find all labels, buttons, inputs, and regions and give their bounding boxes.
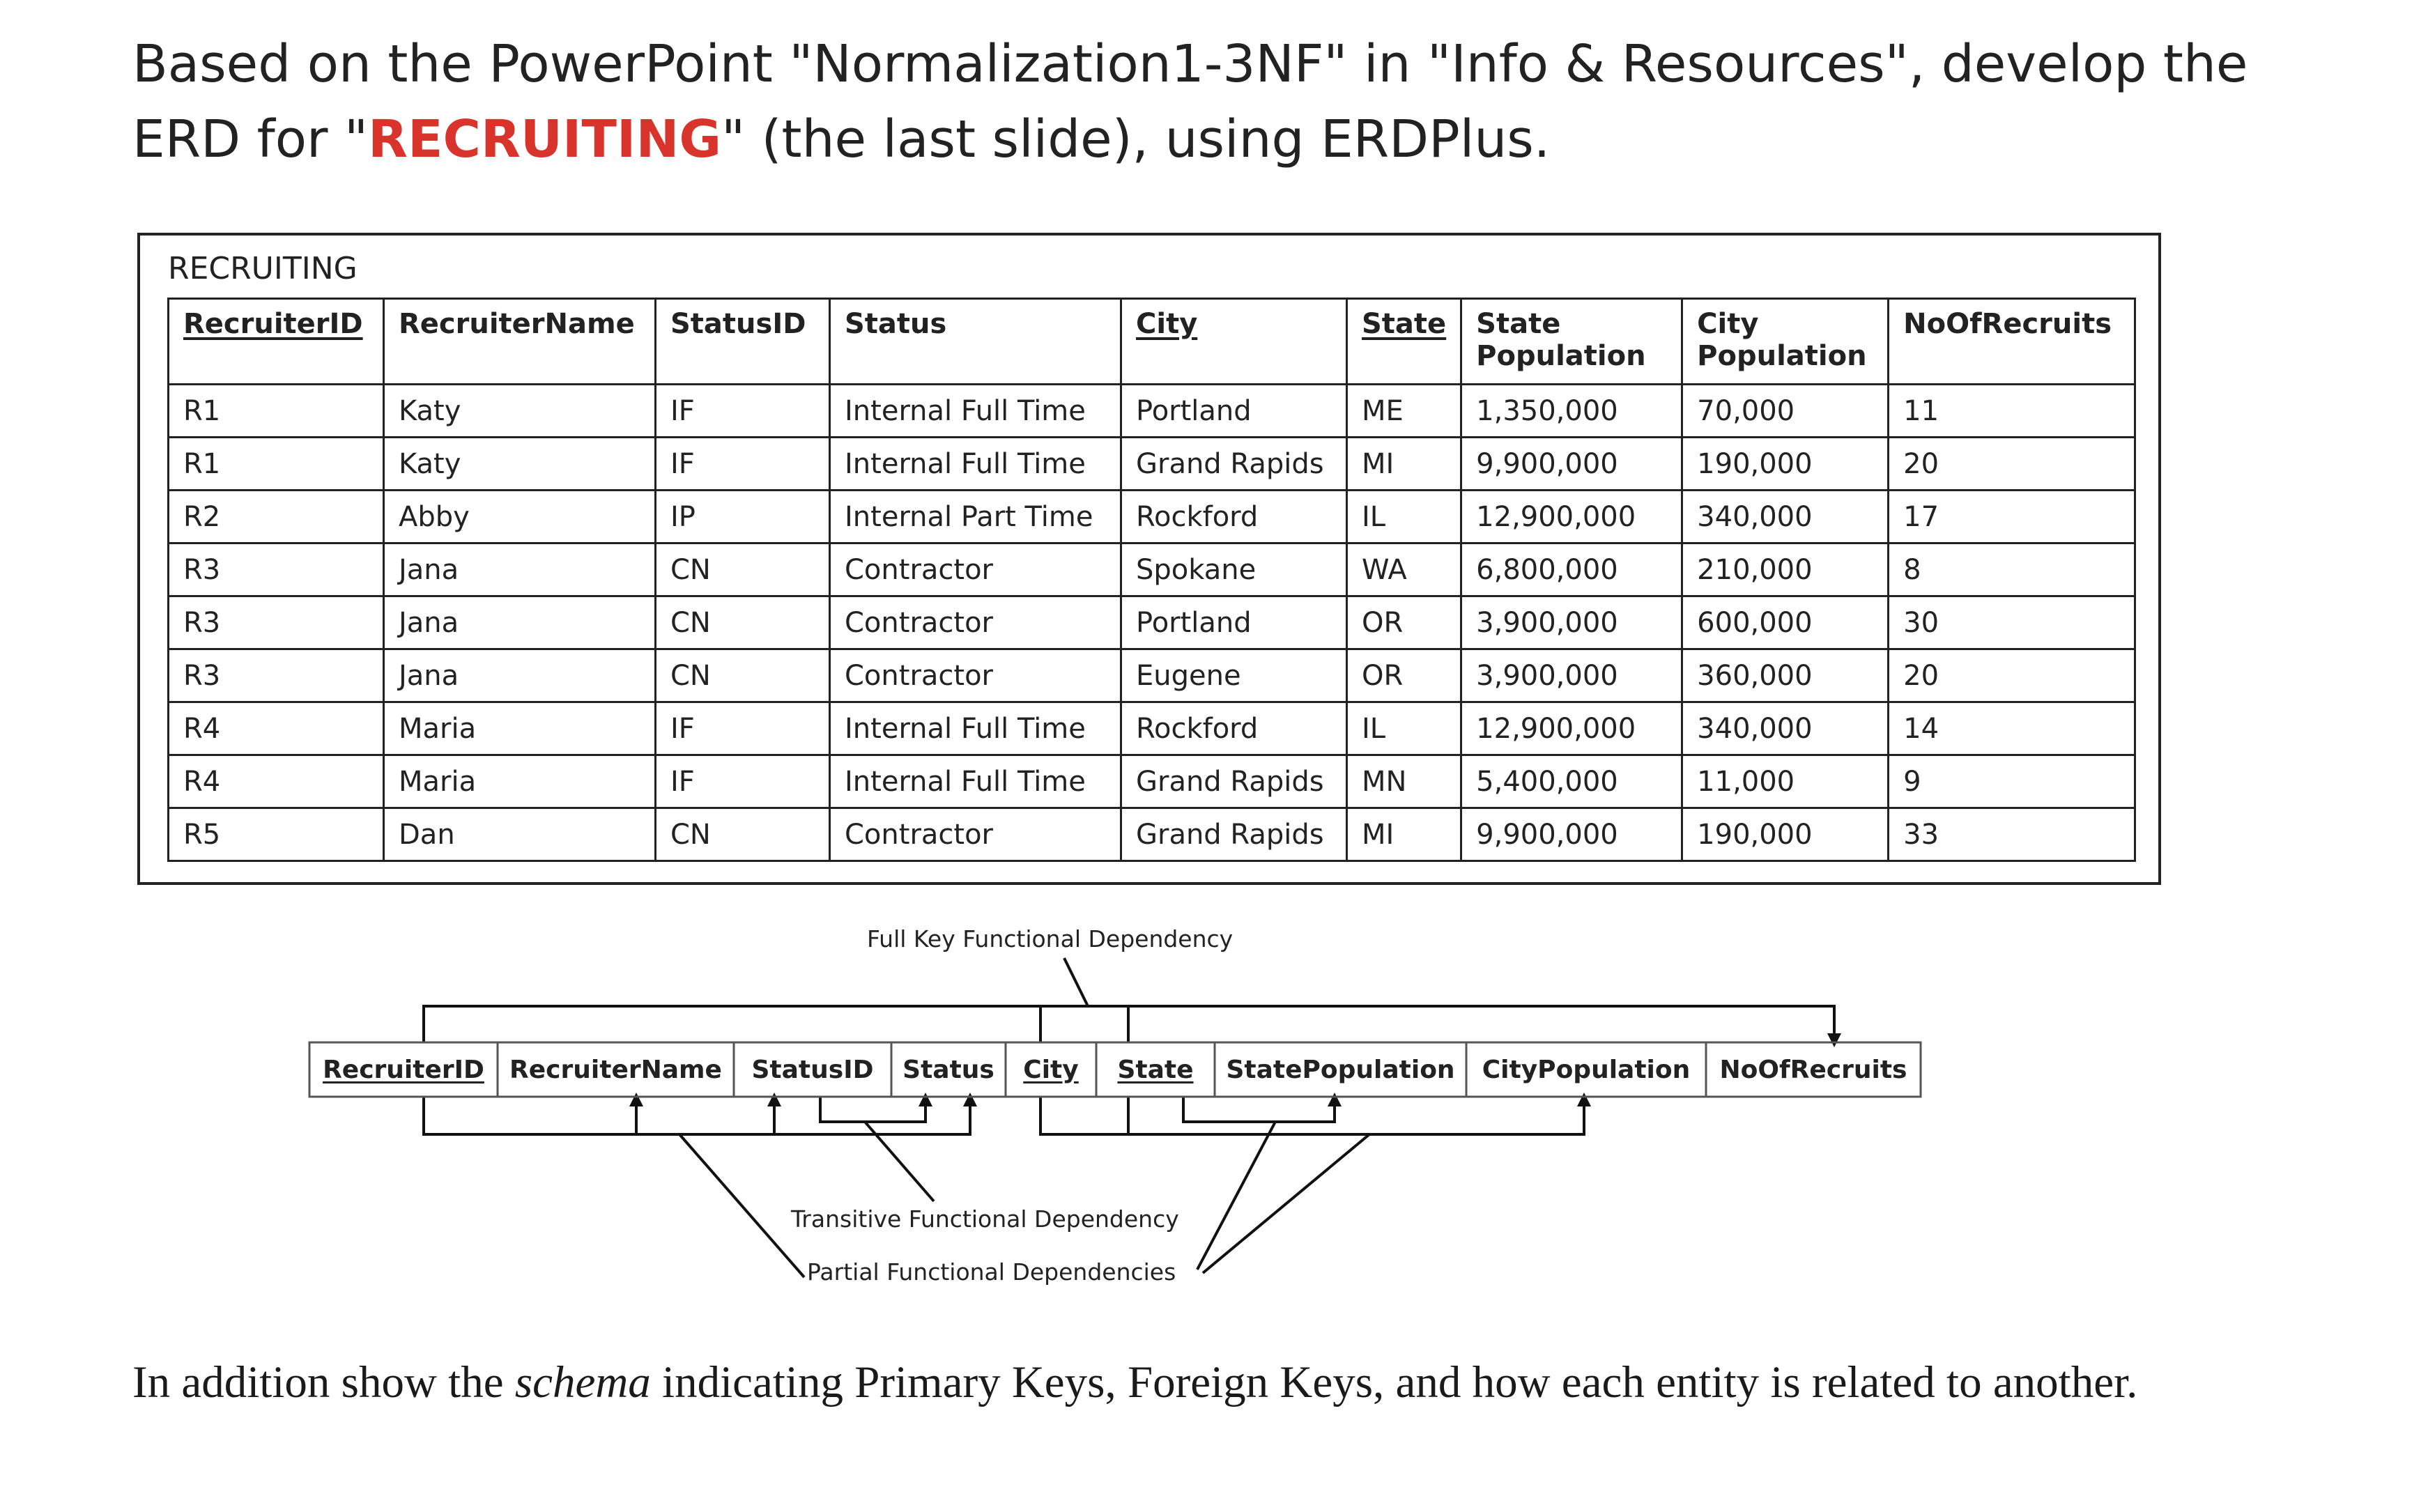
table-cell: Jana — [384, 543, 656, 596]
column-header: StatusID — [656, 299, 830, 385]
recruiter-bracket — [424, 1097, 970, 1134]
table-cell: 20 — [1889, 438, 2135, 491]
table-cell: 6,800,000 — [1461, 543, 1682, 596]
table-cell: MI — [1347, 438, 1461, 491]
partial-pointer-right — [1203, 1134, 1369, 1273]
table-cell: Internal Full Time — [830, 438, 1121, 491]
table-cell: R3 — [169, 543, 384, 596]
table-cell: 340,000 — [1682, 491, 1889, 543]
table-cell: Internal Part Time — [830, 491, 1121, 543]
table-cell: 600,000 — [1682, 596, 1889, 649]
table-cell: 11 — [1889, 385, 2135, 438]
transitive-bracket — [820, 1097, 925, 1122]
table-cell: 12,900,000 — [1461, 702, 1682, 755]
table-cell: Internal Full Time — [830, 755, 1121, 808]
table-cell: Grand Rapids — [1121, 808, 1347, 861]
table-cell: Katy — [384, 438, 656, 491]
table-cell: 12,900,000 — [1461, 491, 1682, 543]
attribute-cell: StatePopulation — [1226, 1055, 1455, 1084]
full-key-label: Full Key Functional Dependency — [867, 925, 1234, 952]
attribute-cell: StatusID — [751, 1055, 874, 1084]
table-cell: Contractor — [830, 543, 1121, 596]
body-suffix: indicating Primary Keys, Foreign Keys, and how each entity is related to another. — [650, 1357, 2138, 1407]
table-cell: 70,000 — [1682, 385, 1889, 438]
table-cell: Jana — [384, 649, 656, 702]
table-cell: 3,900,000 — [1461, 649, 1682, 702]
table-cell: Portland — [1121, 596, 1347, 649]
table-cell: 8 — [1889, 543, 2135, 596]
table-cell: R1 — [169, 385, 384, 438]
table-cell: ME — [1347, 385, 1461, 438]
table-cell: CN — [656, 808, 830, 861]
table-cell: 14 — [1889, 702, 2135, 755]
column-header: Status — [830, 299, 1121, 385]
table-cell: Eugene — [1121, 649, 1347, 702]
table-cell: R4 — [169, 755, 384, 808]
table-cell: IF — [656, 385, 830, 438]
table-cell: Contractor — [830, 808, 1121, 861]
table-cell: Grand Rapids — [1121, 755, 1347, 808]
table-cell: 190,000 — [1682, 438, 1889, 491]
table-cell: 17 — [1889, 491, 2135, 543]
column-header: RecruiterID — [169, 299, 384, 385]
table-cell: MN — [1347, 755, 1461, 808]
table-cell: R5 — [169, 808, 384, 861]
column-header: State Population — [1461, 299, 1682, 385]
table-cell: Jana — [384, 596, 656, 649]
attribute-cell: RecruiterName — [509, 1055, 722, 1084]
table-cell: 11,000 — [1682, 755, 1889, 808]
table-cell: R1 — [169, 438, 384, 491]
table-cell: Abby — [384, 491, 656, 543]
table-cell: 30 — [1889, 596, 2135, 649]
table-cell: 340,000 — [1682, 702, 1889, 755]
attribute-cell: NoOfRecruits — [1719, 1055, 1907, 1084]
heading-line-2-suffix: " (the last slide), using ERDPlus. — [721, 109, 1551, 169]
table-cell: CN — [656, 596, 830, 649]
table-cell: Katy — [384, 385, 656, 438]
table-cell: R3 — [169, 596, 384, 649]
table-cell: Internal Full Time — [830, 385, 1121, 438]
table-cell: 1,350,000 — [1461, 385, 1682, 438]
table-cell: CN — [656, 543, 830, 596]
table-cell: Contractor — [830, 596, 1121, 649]
attribute-cell: State — [1117, 1055, 1194, 1084]
table-cell: 3,900,000 — [1461, 596, 1682, 649]
body-prefix: In addition show the — [132, 1357, 515, 1407]
table-cell: R3 — [169, 649, 384, 702]
table-cell: OR — [1347, 596, 1461, 649]
table-cell: 5,400,000 — [1461, 755, 1682, 808]
column-header: City — [1121, 299, 1347, 385]
table-cell: 210,000 — [1682, 543, 1889, 596]
schema-emphasis: schema — [514, 1357, 651, 1407]
table-caption: RECRUITING — [168, 251, 358, 286]
table-cell: IF — [656, 702, 830, 755]
table-cell: Portland — [1121, 385, 1347, 438]
table-cell: CN — [656, 649, 830, 702]
table-cell: Rockford — [1121, 702, 1347, 755]
table-cell: IF — [656, 755, 830, 808]
table-cell: Spokane — [1121, 543, 1347, 596]
table-cell: OR — [1347, 649, 1461, 702]
table-cell: IL — [1347, 491, 1461, 543]
table-cell: Contractor — [830, 649, 1121, 702]
table-cell: Grand Rapids — [1121, 438, 1347, 491]
table-cell: 9,900,000 — [1461, 808, 1682, 861]
table-cell: MI — [1347, 808, 1461, 861]
transitive-label: Transitive Functional Dependency — [791, 1205, 1179, 1233]
table-cell: 33 — [1889, 808, 2135, 861]
table-cell: R4 — [169, 702, 384, 755]
table-cell: IP — [656, 491, 830, 543]
heading-line-1: Based on the PowerPoint "Normalization1-3NF" in "Info & Resources", develop the — [132, 34, 2248, 94]
table-cell: Internal Full Time — [830, 702, 1121, 755]
city-state-bracket — [1040, 1097, 1584, 1134]
table-cell: Rockford — [1121, 491, 1347, 543]
table-cell: 190,000 — [1682, 808, 1889, 861]
table-cell: 20 — [1889, 649, 2135, 702]
attribute-cell: RecruiterID — [323, 1055, 484, 1084]
column-header: RecruiterName — [384, 299, 656, 385]
table-cell: 360,000 — [1682, 649, 1889, 702]
table-cell: IL — [1347, 702, 1461, 755]
table-cell: R2 — [169, 491, 384, 543]
table-cell: IF — [656, 438, 830, 491]
table-cell: Maria — [384, 755, 656, 808]
attribute-cell: CityPopulation — [1482, 1055, 1691, 1084]
table-cell: Maria — [384, 702, 656, 755]
table-cell: Dan — [384, 808, 656, 861]
column-header: State — [1347, 299, 1461, 385]
table-cell: WA — [1347, 543, 1461, 596]
recruiting-highlight: RECRUITING — [368, 109, 722, 169]
partial-pointer-left — [679, 1134, 804, 1277]
attribute-cell: City — [1023, 1055, 1079, 1084]
heading-line-2-prefix: ERD for " — [132, 109, 368, 169]
state-population-bracket — [1183, 1097, 1335, 1122]
attribute-cell: Status — [902, 1055, 994, 1084]
instruction-paragraph — [132, 1350, 2153, 1414]
table-cell: 9,900,000 — [1461, 438, 1682, 491]
partial-pointer-mid — [1197, 1122, 1275, 1270]
full-key-pointer — [1064, 958, 1088, 1006]
column-header: City Population — [1682, 299, 1889, 385]
column-header: NoOfRecruits — [1889, 299, 2135, 385]
table-cell: 9 — [1889, 755, 2135, 808]
partial-label: Partial Functional Dependencies — [807, 1258, 1176, 1286]
